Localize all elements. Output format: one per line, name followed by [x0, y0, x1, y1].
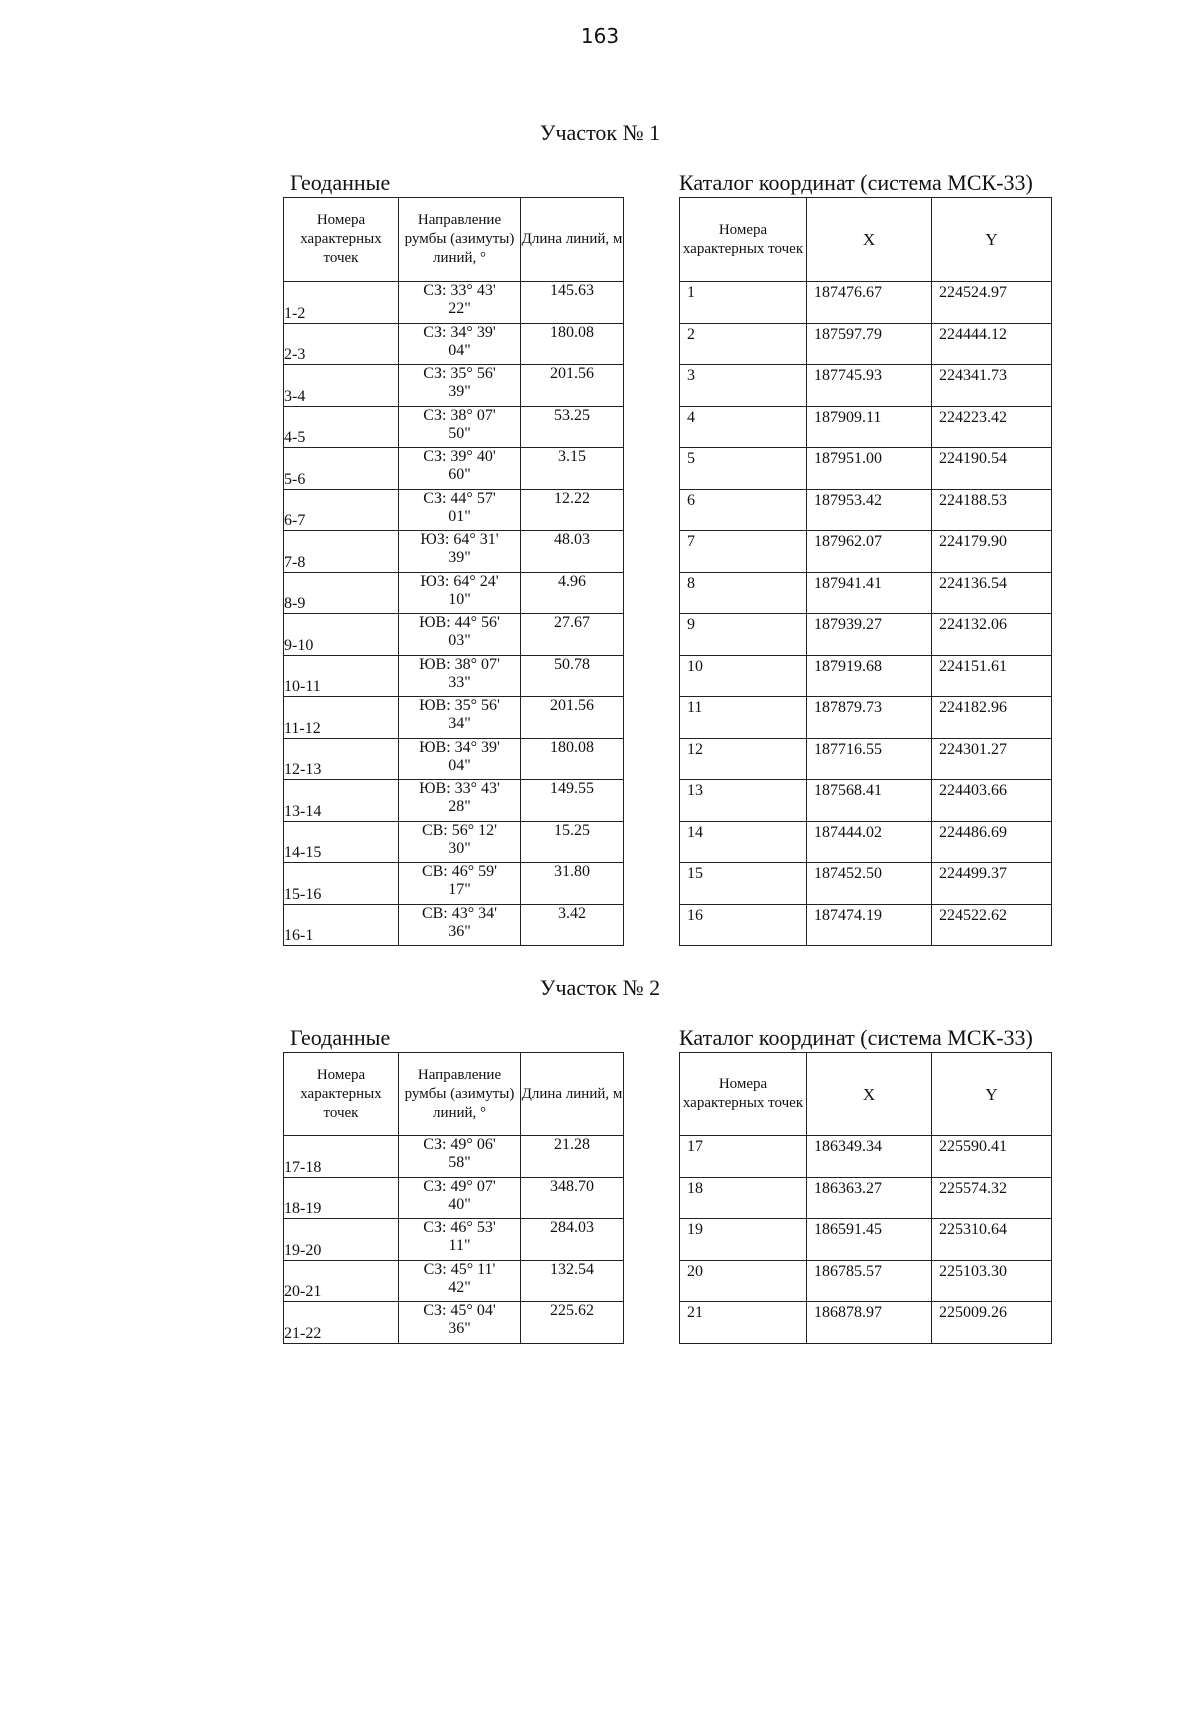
direction-cell: [399, 489, 521, 531]
direction-degrees: СЗ: 49° 06': [423, 1136, 496, 1153]
length-cell: 201.56: [521, 697, 624, 739]
x-coordinate-cell: 186349.34: [807, 1136, 932, 1178]
x-coordinate-cell: 187716.55: [807, 738, 932, 780]
table-row: [284, 1302, 624, 1344]
geo-header-points: Номера характерных точек: [284, 1053, 399, 1136]
section-2-catalog-table: [679, 1052, 1052, 1344]
point-pair-cell: 18-19: [284, 1177, 399, 1219]
direction-cell: [399, 531, 521, 573]
x-coordinate-cell: 187941.41: [807, 572, 932, 614]
point-number-cell: 10: [680, 655, 807, 697]
direction-seconds: 39": [448, 549, 471, 566]
table-row: [680, 1302, 1052, 1344]
y-coordinate-cell: 224190.54: [932, 448, 1052, 490]
point-number-cell: 2: [680, 323, 807, 365]
point-number-cell: 13: [680, 780, 807, 822]
table-row: [284, 1219, 624, 1261]
y-coordinate-cell: 224132.06: [932, 614, 1052, 656]
point-number-cell: 1: [680, 282, 807, 324]
direction-seconds: 30": [448, 839, 471, 857]
length-cell: 180.08: [521, 738, 624, 780]
x-coordinate-cell: 187452.50: [807, 863, 932, 905]
table-row: [284, 1260, 624, 1302]
length-cell: 225.62: [521, 1302, 624, 1344]
direction-seconds: 34": [448, 715, 471, 732]
direction-seconds: 60": [448, 466, 471, 483]
direction-cell: [399, 904, 521, 946]
table-row: [284, 1136, 624, 1178]
direction-degrees: СЗ: 38° 07': [423, 406, 496, 424]
table-row: [680, 821, 1052, 863]
section-1-catalog-caption: Каталог координат (система МСК-33): [679, 170, 1033, 195]
y-coordinate-cell: 224179.90: [932, 531, 1052, 573]
point-pair-cell: 5-6: [284, 448, 399, 490]
x-coordinate-cell: 187745.93: [807, 365, 932, 407]
x-coordinate-cell: 186785.57: [807, 1260, 932, 1302]
y-coordinate-cell: 224341.73: [932, 365, 1052, 407]
table-row: [680, 1136, 1052, 1178]
length-cell: 132.54: [521, 1260, 624, 1302]
length-cell: 201.56: [521, 365, 624, 407]
direction-degrees: СЗ: 44° 57': [423, 489, 496, 507]
y-coordinate-cell: 224444.12: [932, 323, 1052, 365]
table-row: [284, 780, 624, 822]
x-coordinate-cell: 186878.97: [807, 1302, 932, 1344]
table-row: [680, 1219, 1052, 1261]
length-cell: 15.25: [521, 821, 624, 863]
section-1-geo-caption: Геоданные: [290, 170, 391, 195]
section-2-title: Участок № 2: [539, 975, 661, 1000]
direction-seconds: 50": [448, 424, 471, 442]
table-row: [284, 323, 624, 365]
direction-seconds: 39": [448, 383, 471, 400]
point-pair-cell: 19-20: [284, 1219, 399, 1261]
length-cell: 4.96: [521, 572, 624, 614]
point-pair-cell: 7-8: [284, 531, 399, 573]
direction-degrees: СЗ: 46° 53': [423, 1219, 496, 1236]
table-row: [284, 1177, 624, 1219]
direction-degrees: ЮВ: 34° 39': [419, 738, 500, 756]
direction-seconds: 40": [448, 1195, 471, 1213]
direction-seconds: 10": [448, 590, 471, 608]
table-row: [680, 1177, 1052, 1219]
table-row: [284, 614, 624, 656]
direction-cell: [399, 323, 521, 365]
direction-cell: [399, 448, 521, 490]
point-pair-cell: 15-16: [284, 863, 399, 905]
direction-cell: [399, 780, 521, 822]
geo-header-direction: Направление румбы (азимуты) линий, °: [399, 198, 521, 282]
section-2-geodata-table: [283, 1052, 624, 1344]
table-row: [284, 655, 624, 697]
y-coordinate-cell: 224151.61: [932, 655, 1052, 697]
table-row: [680, 365, 1052, 407]
y-coordinate-cell: 224524.97: [932, 282, 1052, 324]
x-coordinate-cell: 187444.02: [807, 821, 932, 863]
direction-degrees: ЮВ: 44° 56': [419, 614, 500, 631]
direction-degrees: ЮВ: 38° 07': [419, 655, 500, 673]
direction-cell: [399, 282, 521, 324]
direction-degrees: ЮВ: 35° 56': [419, 697, 500, 714]
length-cell: 284.03: [521, 1219, 624, 1261]
length-cell: 180.08: [521, 323, 624, 365]
table-row: [284, 531, 624, 573]
y-coordinate-cell: 225009.26: [932, 1302, 1052, 1344]
y-coordinate-cell: 225590.41: [932, 1136, 1052, 1178]
point-pair-cell: 14-15: [284, 821, 399, 863]
catalog-header-y: Y: [932, 198, 1052, 282]
point-number-cell: 20: [680, 1260, 807, 1302]
point-pair-cell: 17-18: [284, 1136, 399, 1178]
x-coordinate-cell: 186363.27: [807, 1177, 932, 1219]
x-coordinate-cell: 187962.07: [807, 531, 932, 573]
y-coordinate-cell: 224486.69: [932, 821, 1052, 863]
x-coordinate-cell: 187951.00: [807, 448, 932, 490]
length-cell: 149.55: [521, 780, 624, 822]
y-coordinate-cell: 225103.30: [932, 1260, 1052, 1302]
point-pair-cell: 9-10: [284, 614, 399, 656]
direction-degrees: ЮЗ: 64° 24': [420, 572, 499, 590]
direction-cell: [399, 821, 521, 863]
direction-seconds: 22": [448, 300, 471, 317]
table-row: [284, 738, 624, 780]
point-pair-cell: 8-9: [284, 572, 399, 614]
direction-seconds: 04": [448, 756, 471, 774]
direction-seconds: 28": [448, 798, 471, 815]
point-pair-cell: 16-1: [284, 904, 399, 946]
catalog-header-x: X: [807, 1053, 932, 1136]
length-cell: 50.78: [521, 655, 624, 697]
y-coordinate-cell: 225310.64: [932, 1219, 1052, 1261]
length-cell: 348.70: [521, 1177, 624, 1219]
direction-degrees: СЗ: 39° 40': [423, 448, 496, 465]
table-row: [680, 904, 1052, 946]
point-pair-cell: 4-5: [284, 406, 399, 448]
direction-degrees: СЗ: 45° 11': [423, 1260, 496, 1278]
point-number-cell: 4: [680, 406, 807, 448]
table-row: [680, 489, 1052, 531]
table-row: [680, 863, 1052, 905]
section-1-catalog-table: [679, 197, 1052, 946]
y-coordinate-cell: 224223.42: [932, 406, 1052, 448]
point-pair-cell: 1-2: [284, 282, 399, 324]
y-coordinate-cell: 225574.32: [932, 1177, 1052, 1219]
x-coordinate-cell: 187597.79: [807, 323, 932, 365]
length-cell: 12.22: [521, 489, 624, 531]
catalog-header-x: X: [807, 198, 932, 282]
y-coordinate-cell: 224182.96: [932, 697, 1052, 739]
table-row: [284, 572, 624, 614]
geo-header-length: Длина линий, м: [521, 198, 624, 282]
table-row: [680, 323, 1052, 365]
direction-cell: [399, 697, 521, 739]
y-coordinate-cell: 224403.66: [932, 780, 1052, 822]
geo-header-points: Номера характерных точек: [284, 198, 399, 282]
table-row: [284, 365, 624, 407]
direction-cell: [399, 863, 521, 905]
direction-degrees: ЮВ: 33° 43': [419, 780, 500, 797]
table-row: [284, 406, 624, 448]
direction-degrees: СВ: 46° 59': [421, 863, 498, 880]
table-row: [680, 614, 1052, 656]
table-row: [680, 738, 1052, 780]
table-row: [284, 697, 624, 739]
point-number-cell: 21: [680, 1302, 807, 1344]
x-coordinate-cell: 187939.27: [807, 614, 932, 656]
table-row: [284, 863, 624, 905]
direction-seconds: 04": [448, 341, 471, 359]
point-pair-cell: 21-22: [284, 1302, 399, 1344]
table-row: [680, 572, 1052, 614]
direction-cell: [399, 1219, 521, 1261]
y-coordinate-cell: 224136.54: [932, 572, 1052, 614]
table-row: [680, 531, 1052, 573]
point-pair-cell: 10-11: [284, 655, 399, 697]
x-coordinate-cell: 186591.45: [807, 1219, 932, 1261]
direction-seconds: 03": [448, 632, 471, 649]
direction-seconds: 58": [448, 1154, 471, 1171]
direction-seconds: 17": [448, 881, 471, 898]
direction-cell: [399, 365, 521, 407]
table-row: [680, 780, 1052, 822]
x-coordinate-cell: 187476.67: [807, 282, 932, 324]
point-number-cell: 5: [680, 448, 807, 490]
direction-cell: [399, 1136, 521, 1178]
page-number: 163: [580, 24, 620, 48]
table-row: [284, 282, 624, 324]
x-coordinate-cell: 187953.42: [807, 489, 932, 531]
direction-seconds: 42": [448, 1278, 471, 1296]
y-coordinate-cell: 224522.62: [932, 904, 1052, 946]
point-pair-cell: 12-13: [284, 738, 399, 780]
direction-degrees: СЗ: 45° 04': [423, 1302, 496, 1319]
point-pair-cell: 3-4: [284, 365, 399, 407]
direction-degrees: СВ: 43° 34': [421, 904, 498, 922]
x-coordinate-cell: 187919.68: [807, 655, 932, 697]
direction-degrees: СЗ: 35° 56': [423, 365, 496, 382]
length-cell: 21.28: [521, 1136, 624, 1178]
direction-cell: [399, 614, 521, 656]
catalog-header-y: Y: [932, 1053, 1052, 1136]
point-number-cell: 3: [680, 365, 807, 407]
point-number-cell: 15: [680, 863, 807, 905]
point-number-cell: 19: [680, 1219, 807, 1261]
point-pair-cell: 13-14: [284, 780, 399, 822]
length-cell: 3.15: [521, 448, 624, 490]
table-row: [680, 282, 1052, 324]
table-row: [284, 821, 624, 863]
point-number-cell: 8: [680, 572, 807, 614]
length-cell: 31.80: [521, 863, 624, 905]
geo-header-length: Длина линий, м: [521, 1053, 624, 1136]
point-pair-cell: 20-21: [284, 1260, 399, 1302]
section-1-title: Участок № 1: [539, 120, 661, 145]
length-cell: 48.03: [521, 531, 624, 573]
point-pair-cell: 6-7: [284, 489, 399, 531]
table-row: [680, 655, 1052, 697]
direction-seconds: 36": [448, 922, 471, 940]
length-cell: 145.63: [521, 282, 624, 324]
direction-seconds: 11": [448, 1237, 471, 1254]
x-coordinate-cell: 187909.11: [807, 406, 932, 448]
point-number-cell: 9: [680, 614, 807, 656]
direction-seconds: 36": [448, 1320, 471, 1337]
direction-degrees: СВ: 56° 12': [421, 821, 498, 839]
y-coordinate-cell: 224499.37: [932, 863, 1052, 905]
table-row: [284, 448, 624, 490]
direction-degrees: СЗ: 49° 07': [423, 1177, 496, 1195]
table-row: [284, 489, 624, 531]
point-number-cell: 12: [680, 738, 807, 780]
x-coordinate-cell: 187474.19: [807, 904, 932, 946]
geo-header-direction: Направление румбы (азимуты) линий, °: [399, 1053, 521, 1136]
y-coordinate-cell: 224188.53: [932, 489, 1052, 531]
length-cell: 27.67: [521, 614, 624, 656]
direction-degrees: СЗ: 33° 43': [423, 282, 496, 299]
x-coordinate-cell: 187879.73: [807, 697, 932, 739]
table-row: [680, 448, 1052, 490]
x-coordinate-cell: 187568.41: [807, 780, 932, 822]
direction-degrees: СЗ: 34° 39': [423, 323, 496, 341]
point-number-cell: 11: [680, 697, 807, 739]
direction-seconds: 33": [448, 673, 471, 691]
y-coordinate-cell: 224301.27: [932, 738, 1052, 780]
direction-cell: [399, 738, 521, 780]
direction-cell: [399, 1177, 521, 1219]
catalog-header-points: Номера характерных точек: [680, 198, 807, 282]
point-pair-cell: 2-3: [284, 323, 399, 365]
direction-degrees: ЮЗ: 64° 31': [420, 531, 499, 548]
point-number-cell: 7: [680, 531, 807, 573]
point-number-cell: 17: [680, 1136, 807, 1178]
table-row: [284, 904, 624, 946]
direction-cell: [399, 655, 521, 697]
direction-cell: [399, 1260, 521, 1302]
length-cell: 3.42: [521, 904, 624, 946]
section-2-catalog-caption: Каталог координат (система МСК-33): [679, 1025, 1033, 1050]
point-number-cell: 18: [680, 1177, 807, 1219]
table-row: [680, 406, 1052, 448]
catalog-header-points: Номера характерных точек: [680, 1053, 807, 1136]
table-row: [680, 1260, 1052, 1302]
direction-cell: [399, 406, 521, 448]
direction-seconds: 01": [448, 507, 471, 525]
table-row: [680, 697, 1052, 739]
point-number-cell: 16: [680, 904, 807, 946]
section-2-geo-caption: Геоданные: [290, 1025, 391, 1050]
section-1-geodata-table: [283, 197, 624, 946]
length-cell: 53.25: [521, 406, 624, 448]
direction-cell: [399, 1302, 521, 1344]
direction-cell: [399, 572, 521, 614]
point-number-cell: 6: [680, 489, 807, 531]
point-number-cell: 14: [680, 821, 807, 863]
point-pair-cell: 11-12: [284, 697, 399, 739]
